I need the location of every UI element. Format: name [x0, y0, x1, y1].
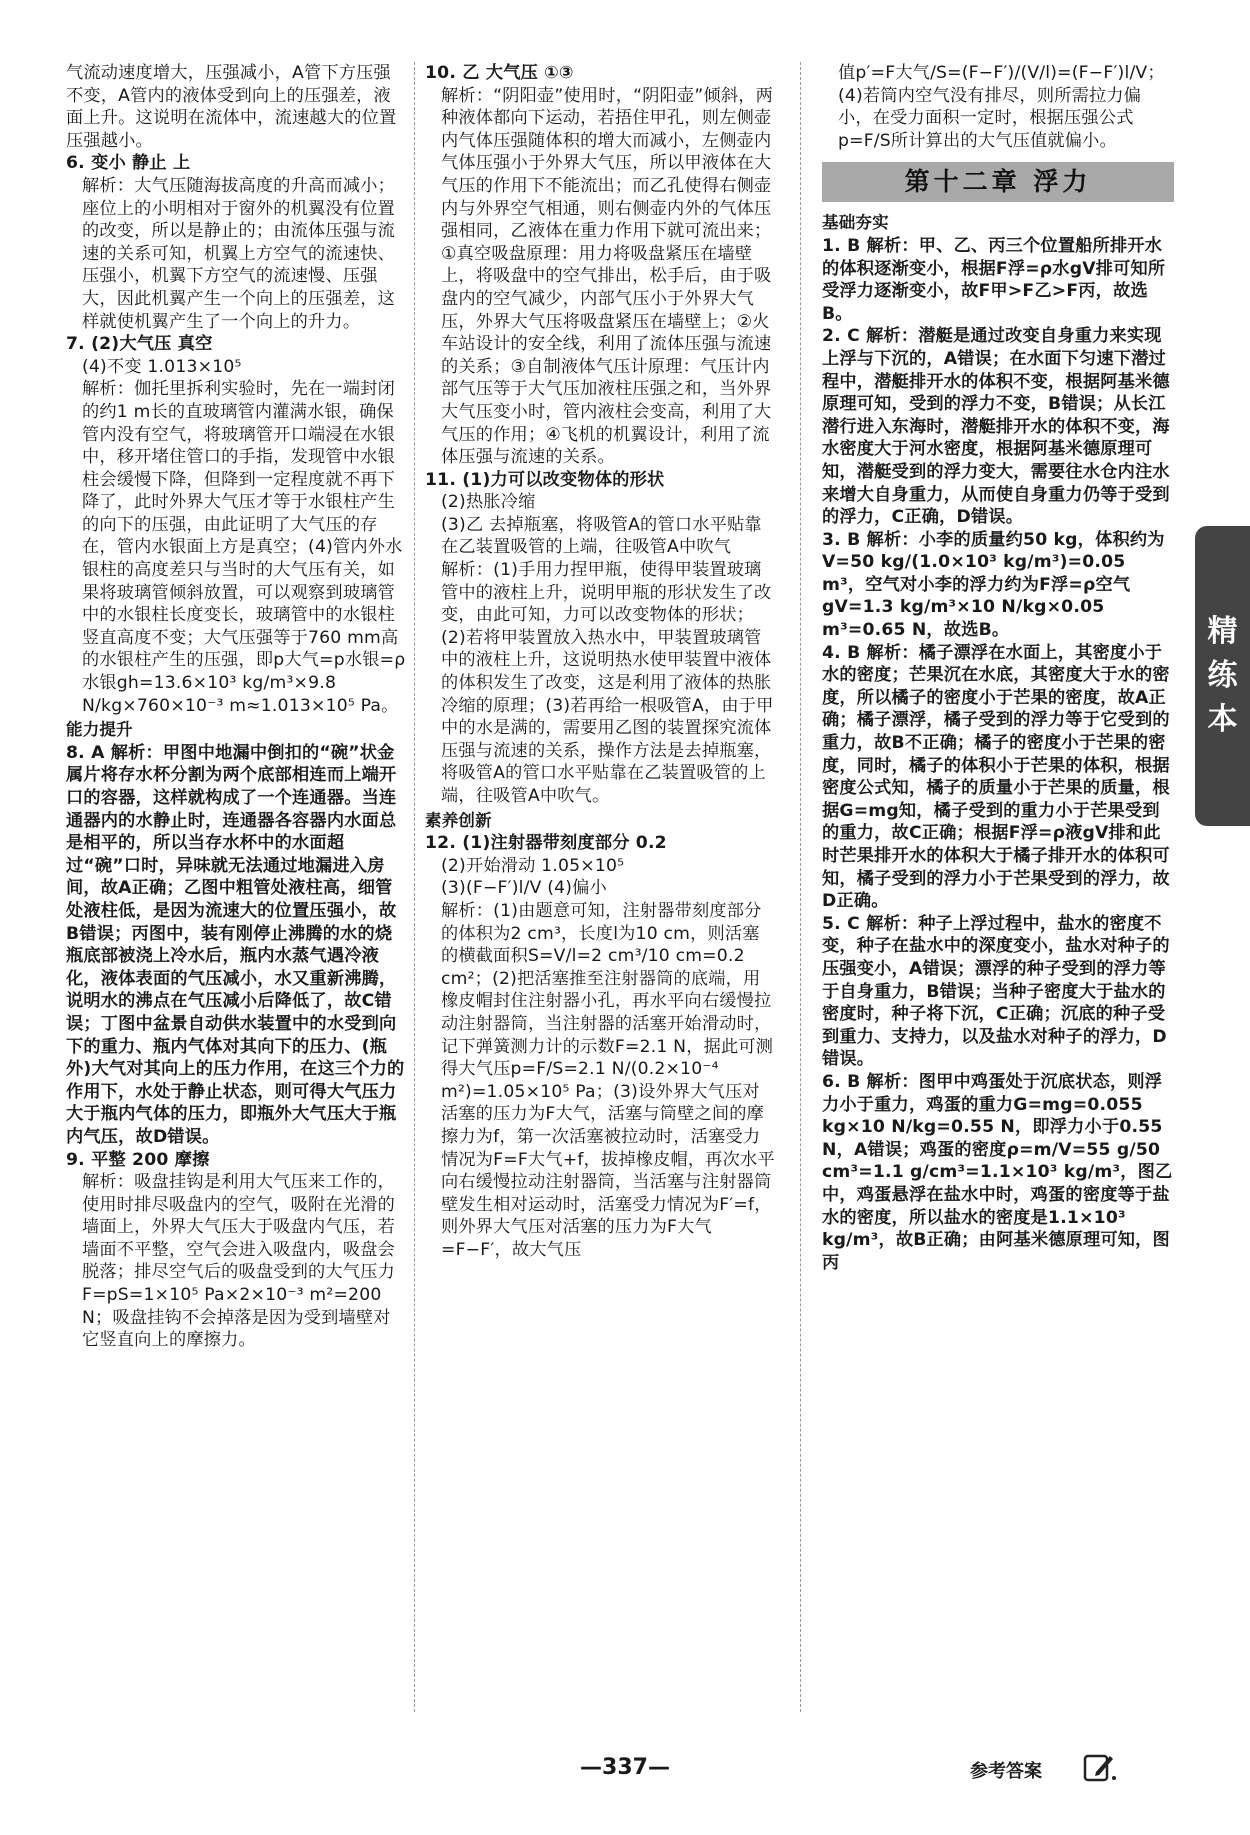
paragraph: 解析：(1)手用力捏甲瓶，使得甲装置玻璃管中的液柱上升，说明甲瓶的形状发生了改变，由此可知，力可以改变物体的形状；(2)若将甲装置放入热水中，甲装置玻璃管中的液柱上升，这说明热水使甲装置中液体的体积发生了改变，这是利用了液体的热胀冷缩的原理；(3)若再给一根吸管A，由于甲中的水是满的，需要用乙图的装置探究流体压强与流速的关系，操作方法是去掉瓶塞，将吸管A的管口水平贴靠在乙装置吸管的上端，往吸管A中吹气。 — [441, 560, 774, 806]
paragraph: 3. B 解析：小李的质量约50 kg，体积约为V=50 kg/(1.0×10³ kg/m³)=0.05 m³，空气对小李的浮力约为F浮=ρ空气gV=1.3 kg/m³×10 N/kg×0.05 m³=0.65 N，故选B。 — [822, 529, 1165, 641]
paragraph: 6. 变小 静止 上 — [66, 153, 191, 174]
column-right — [822, 62, 1174, 1274]
column-divider — [414, 62, 415, 1712]
paragraph: (2)开始滑动 1.05×10⁵ — [441, 855, 625, 876]
paragraph: 解析：吸盘挂钩是利用大气压来工作的，使用时排尽吸盘内的空气，吸附在光滑的墙面上，外界大气压大于吸盘内气压，若墙面不平整，空气会进入吸盘内，吸盘会脱落；排尽空气后的吸盘受到的大气压力F=pS=1×10⁵ Pa×2×10⁻³ m²=200 N；吸盘挂钩不会掉落是因为受到墙壁对它竖直向上的摩擦力。 — [82, 1172, 395, 1351]
paragraph: 1. B 解析：甲、乙、丙三个位置船所排开水的体积逐渐变小，根据F浮=ρ水gV排可知所受浮力逐渐变小，故F甲>F乙>F丙，故选B。 — [822, 235, 1166, 324]
paragraph: 基础夯实 — [822, 213, 889, 233]
paragraph: (4)不变 1.013×10⁵ — [82, 356, 242, 377]
page-number: —337— — [580, 1755, 670, 1780]
paragraph: 6. B 解析：图甲中鸡蛋处于沉底状态，则浮力小于重力，鸡蛋的重力G=mg=0.055 kg×10 N/kg=0.55 N，即浮力小于0.55 N，A错误；鸡蛋的密度ρ=m/V=55 g/50 cm³=1.1 g/cm³=1.1×10³ kg/m³，图乙中，鸡蛋悬浮在盐水中时，鸡蛋的密度等于盐水的密度，所以盐水的密度是1.1×10³ kg/m³，故B正确；由阿基米德原理可知，图丙 — [822, 1071, 1173, 1273]
column-middle — [425, 62, 777, 1261]
paragraph: (3)(F−F′)l/V (4)偏小 — [441, 878, 607, 899]
side-tab-char: 练 — [1207, 658, 1238, 693]
paragraph: 2. C 解析：潜艇是通过改变自身重力来实现上浮与下沉的，A错误；在水面下匀速下潜过程中，潜艇排开水的体积不变，根据阿基米德原理可知，受到的浮力不变，B错误；从长江潜行进入东海时，潜艇排开水的体积不变，海水密度大于河水密度，根据阿基米德原理可知，潜艇受到的浮力变大，需要往水仓内注水来增大自身重力，从而使自身重力仍等于受到的浮力，C正确，D错误。 — [822, 326, 1170, 528]
footer-label: 参考答案 — [970, 1761, 1042, 1782]
paragraph: 解析：“阴阳壶”使用时，“阴阳壶”倾斜，两种液体都向下运动，若捂住甲孔，则左侧壶内气体压强随体积的增大而减小，左侧壶内气体压强小于外界大气压，所以甲液体在大气压的作用下不能流出；而乙孔使得右侧壶内与外界空气相通，则右侧壶内外的气体压强相同，乙液体在重力作用下就可流出来；①真空吸盘原理：用力将吸盘紧压在墙壁上，将吸盘中的空气排出，松手后，由于吸盘内的空气减少，内部气压小于外界大气压，外界大气压将吸盘紧压在墙壁上；②火车站设计的安全线，利用了流体压强与流速的关系；③自制液体气压计原理：气压计内部气压等于大气压加液柱压强之和，当外界大气压变小时，管内液柱会变高，利用了大气压的作用；④飞机的机翼设计，利用了流体压强与流速的关系。 — [441, 85, 774, 468]
paragraph: 7. (2)大气压 真空 — [66, 334, 213, 355]
side-tab-char: 本 — [1207, 702, 1238, 737]
paragraph: (2)热胀冷缩 — [441, 492, 536, 513]
paragraph: 8. A 解析：甲图中地漏中倒扣的“碗”状金属片将存水杯分割为两个底部相连而上端开口的容器，这样就构成了一个连通器。当连通器内的水静止时，连通器各容器内水面总是相平的，所以当存水杯中的水面超过“碗”口时，异味就无法通过地漏进入房间，故A正确；乙图中粗管处液柱高，细管处液柱低，是因为流速大的位置压强小，故B错误；丙图中，装有刚停止沸腾的水的烧瓶底部被浇上冷水后，瓶内水蒸气遇冷液化，液体表面的气压减小，水又重新沸腾，说明水的沸点在气压减小后降低了，故C错误；丁图中盆景自动供水装置中的水受到向下的重力、瓶内气体对其向下的压力、(瓶外)大气对其向上的压力作用，在这三个力的作用下，水处于静止状态，则可得大气压力大于瓶内气体的压力，即瓶外大气压大于瓶内气压，故D错误。 — [66, 742, 405, 1147]
pencil-note-icon — [1082, 1750, 1116, 1784]
answer-12-continued — [822, 62, 1174, 152]
column-divider — [800, 62, 801, 1712]
column-left — [66, 62, 406, 1352]
paragraph: 解析：(1)由题意可知，注射器带刻度部分的体积为2 cm³，长度l为10 cm，则活塞的横截面积S=V/l=2 cm³/10 cm=0.2 cm²；(2)把活塞推至注射器筒的底端，用橡皮帽封住注射器小孔，再水平向右缓慢拉动注射器筒，当注射器的活塞开始滑动时，记下弹簧测力计的示数F=2.1 N，据此可测得大气压p=F/S=2.1 N/(0.2×10⁻⁴ m²)=1.05×10⁵ Pa；(3)设外界大气压对活塞的压力为F大气，活塞与筒壁之间的摩擦力为f，第一次活塞被拉动时，活塞受力情况为F=F大气+f，拔掉橡皮帽，再次水平向右缓慢拉动注射器筒，当活塞与注射器筒壁发生相对运动时，活塞受力情况为F′=f，则外界大气压对活塞的压力为F大气=F−F′，故大气压 — [441, 900, 775, 1260]
paragraph: 4. B 解析：橘子漂浮在水面上，其密度小于水的密度；芒果沉在水底，其密度大于水的密度，所以橘子的密度小于芒果的密度，故A正确；橘子漂浮，橘子受到的浮力等于它受到的重力，故B不正确；橘子的密度小于芒果的密度，同时，橘子的体积小于芒果的体积，根据密度公式知，橘子的质量小于芒果的质量，根据G=mg知，橘子受到的重力小于芒果受到的重力，故C正确；根据F浮=ρ液gV排和此时芒果排开水的体积大于橘子排开水的体积可知，橘子受到的浮力小于芒果受到的浮力，故D正确。 — [822, 642, 1170, 912]
paragraph: 值p′=F大气/S=(F−F′)/(V/l)=(F−F′)l/V； — [838, 63, 1165, 83]
paragraph: (3)乙 去掉瓶塞，将吸管A的管口水平贴靠在乙装置吸管的上端，往吸管A中吹气 — [441, 514, 762, 558]
chapter-12-answers — [822, 212, 1174, 1274]
paragraph: 11. (1)力可以改变物体的形状 — [425, 469, 665, 490]
paragraph: 5. C 解析：种子上浮过程中，盐水的密度不变，种子在盐水中的深度变小，盐水对种子的压强变小，A错误；漂浮的种子受到的浮力等于自身重力，B错误；当种子密度大于盐水的密度时，种子将下沉，C正确；沉底的种子受到重力、支持力，以及盐水对种子的浮力，D错误。 — [822, 913, 1170, 1070]
paragraph: 解析：伽托里拆利实验时，先在一端封闭的约1 m长的直玻璃管内灌满水银，确保管内没有空气，将玻璃管开口端浸在水银中，移开堵住管口的手指，发现管中水银柱会缓慢下降，但降到一定程度就不再下降了，此时外界大气压才等于水银柱产生的向下的压强，由此证明了大气压的存在，管内水银面上方是真空；(4)管内外水银柱的高度差只与当时的大气压有关，如果将玻璃管倾斜放置，可以观察到玻璃管中的水银柱长度变长，玻璃管中的水银柱竖直高度不变；大气压强等于760 mm高的水银柱产生的压强，即p大气=p水银=ρ水银gh=13.6×10³ kg/m³×9.8 N/kg×760×10⁻³ m≈1.013×10⁵ Pa。 — [82, 379, 406, 716]
paragraph: 气流动速度增大，压强减小，A管下方压强不变，A管内的液体受到向上的压强差，液面上升。这说明在流体中，流速越大的位置压强越小。 — [66, 63, 397, 151]
paragraph: (4)若筒内空气没有排尽，则所需拉力偏小，在受力面积一定时，根据压强公式p=F/S所计算出的大气压值就偏小。 — [838, 85, 1142, 151]
paragraph: 10. 乙 大气压 ①③ — [425, 63, 574, 83]
paragraph: 解析：大气压随海拔高度的升高而减小；座位上的小明相对于窗外的机翼没有位置的改变，所以是静止的；由流体压强与流速的关系可知，机翼上方空气的流速快、压强小，机翼下方空气的流速慢、压强大，因此机翼产生一个向上的压强差，这样就使机翼产生了一个向上的升力。 — [82, 175, 395, 332]
chapter-heading: 第十二章 浮力 — [822, 162, 1174, 202]
paragraph: 素养创新 — [425, 810, 492, 830]
paragraph: 9. 平整 200 摩擦 — [66, 1149, 210, 1170]
side-tab-char: 精 — [1207, 614, 1238, 649]
side-tab — [1195, 526, 1250, 826]
paragraph: 12. (1)注射器带刻度部分 0.2 — [425, 833, 667, 854]
paragraph: 能力提升 — [66, 720, 133, 740]
